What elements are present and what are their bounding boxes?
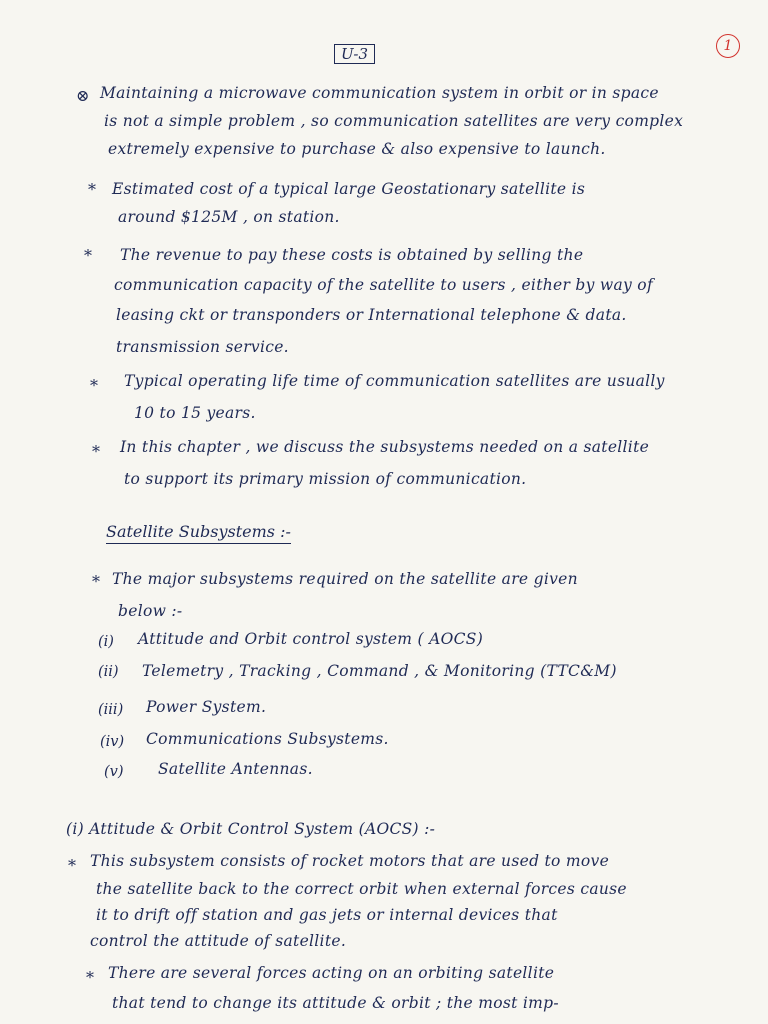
list-item: Satellite Antennas. [158, 760, 313, 778]
list-item: Communications Subsystems. [146, 730, 389, 748]
bullet-marker: * [92, 572, 100, 591]
bullet-line: In this chapter , we discuss the subsystems needed on a satellite [120, 438, 650, 456]
aocs-title: (i) Attitude & Orbit Control System (AOCS) :- [66, 820, 436, 838]
list-item: Power System. [146, 698, 267, 716]
bullet-line: 10 to 15 years. [134, 404, 256, 422]
section-intro-line: below :- [118, 602, 183, 620]
bullet-line: around $125M , on station. [118, 208, 340, 226]
aocs-line: This subsystem consists of rocket motors that are used to move [90, 852, 610, 870]
bullet-line: communication capacity of the satellite to users , either by way of [114, 276, 653, 294]
list-number: (v) [104, 764, 124, 780]
list-number: (i) [98, 634, 114, 650]
bullet-line: leasing ckt or transponders or International telephone & data. [116, 306, 627, 324]
aocs-line: There are several forces acting on an orbiting satellite [108, 964, 555, 982]
unit-label: U-3 [334, 44, 375, 64]
section-intro-line: The major subsystems required on the satellite are given [112, 570, 578, 588]
bullet-marker: * [86, 968, 94, 987]
list-item: Attitude and Orbit control system ( AOCS) [138, 630, 484, 648]
heading-colon-dash: :- [274, 522, 291, 541]
bullet-line: Typical operating life time of communication satellites are usually [124, 372, 665, 390]
section-heading-text: Satellite Subsystems [106, 522, 275, 541]
bullet-line: Estimated cost of a typical large Geostationary satellite is [112, 180, 586, 198]
list-item: Telemetry , Tracking , Command , & Monitoring (TTC&M) [142, 662, 617, 680]
aocs-line: it to drift off station and gas jets or internal devices that [96, 906, 558, 924]
bullet-line: to support its primary mission of communication. [124, 470, 527, 488]
list-number: (iii) [98, 702, 124, 718]
list-number: (ii) [98, 664, 119, 680]
bullet-line: The revenue to pay these costs is obtained by selling the [120, 246, 584, 264]
bullet-marker: * [84, 246, 92, 265]
bullet-line: transmission service. [116, 338, 289, 356]
section-heading [106, 522, 291, 544]
bullet-marker: * [90, 376, 98, 395]
intro-line: Maintaining a microwave communication system in orbit or in space [100, 84, 659, 102]
bullet-marker: ⊗ [76, 86, 90, 105]
list-number: (iv) [100, 734, 125, 750]
page-number: 1 [716, 34, 740, 58]
bullet-marker: * [92, 442, 100, 461]
aocs-line: that tend to change its attitude & orbit ; the most imp- [112, 994, 559, 1012]
aocs-line: the satellite back to the correct orbit when external forces cause [96, 880, 627, 898]
intro-line: extremely expensive to purchase & also expensive to launch. [108, 140, 606, 158]
aocs-line: control the attitude of satellite. [90, 932, 347, 950]
bullet-marker: * [68, 856, 76, 875]
bullet-marker: * [88, 180, 96, 199]
intro-line: is not a simple problem , so communication satellites are very complex [104, 112, 684, 130]
